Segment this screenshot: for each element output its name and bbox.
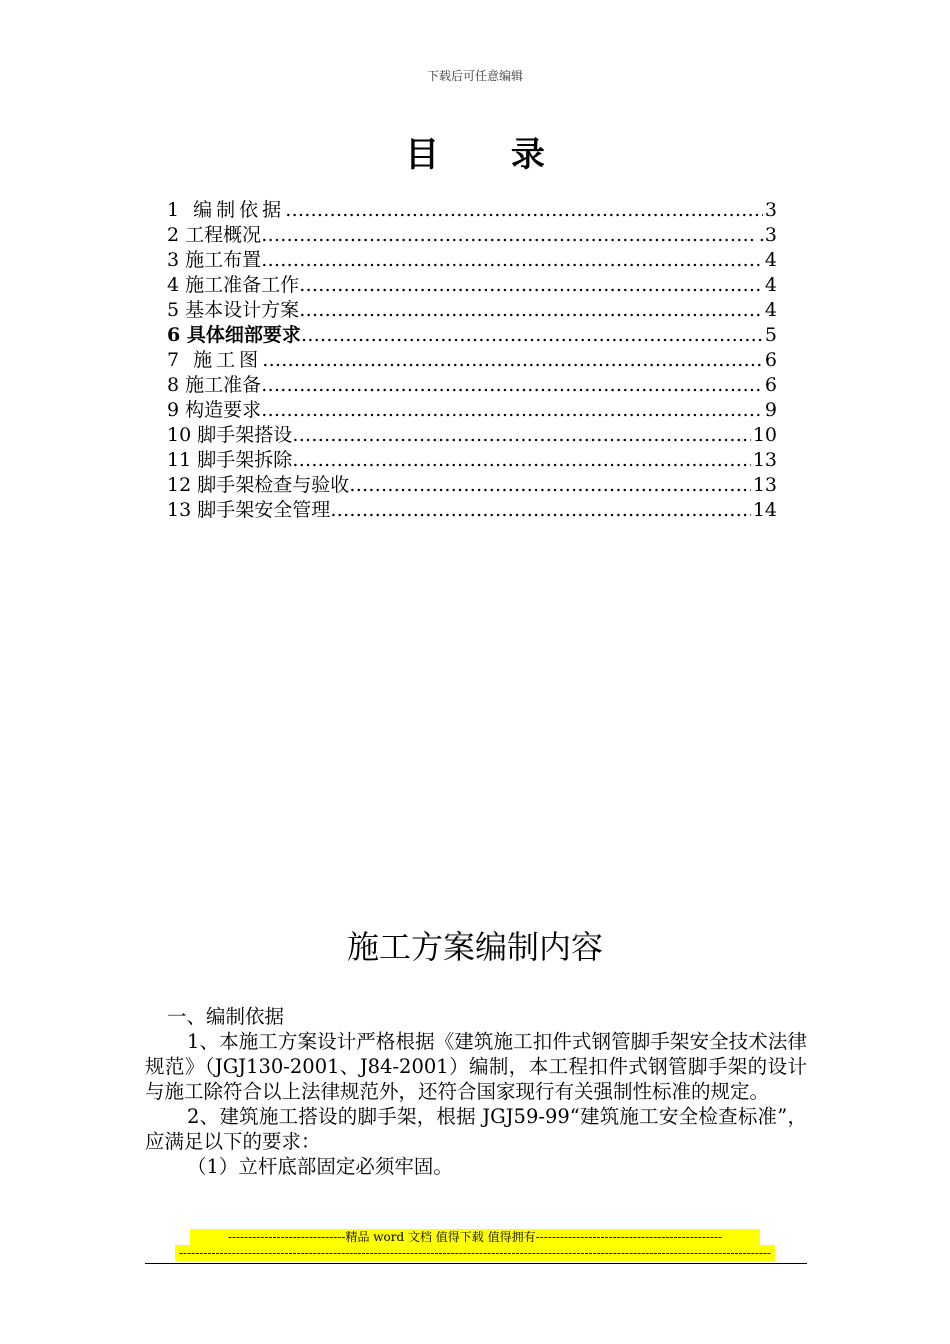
- toc-item[interactable]: [167, 498, 777, 523]
- toc-leader-dots: [299, 298, 763, 323]
- header-note: 下载后可任意编辑: [426, 69, 523, 83]
- footer-watermark-line: -----------------------------精品 word 文档 值得下载 值得拥有----------------------------------------------: [190, 1229, 760, 1245]
- toc-item[interactable]: [167, 373, 777, 398]
- toc-item-label: 3 施工布置: [167, 249, 262, 271]
- toc-item[interactable]: [167, 473, 777, 498]
- paragraph-1: 1、本施工方案设计严格根据《建筑施工扣件式钢管脚手架安全技术法律规范》（JGJ130-2001、J84-2001）编制，本工程扣件式钢管脚手架的设计与施工除符合以上法律规范外，还符合国家现行有关强制性标准的规定。: [145, 1030, 807, 1103]
- toc-item[interactable]: [167, 273, 777, 298]
- toc-leader-dots: [261, 398, 763, 423]
- toc-leader-dots: [262, 348, 763, 373]
- toc-leader-dots: [261, 373, 763, 398]
- toc-item-page: .3: [758, 224, 777, 246]
- toc-leader-dots: [292, 448, 751, 473]
- toc-item-label: 13 脚手架安全管理: [167, 499, 331, 521]
- toc-item-label: 7 施工图: [167, 349, 263, 371]
- toc-item[interactable]: [167, 298, 777, 323]
- toc-title: 目 录: [405, 135, 575, 175]
- table-of-contents: [167, 198, 777, 523]
- toc-item-label: 12 脚手架检查与验收: [167, 474, 350, 496]
- toc-item[interactable]: [167, 223, 777, 248]
- toc-item-label: 11 脚手架拆除: [167, 449, 293, 471]
- toc-item-page: 14: [752, 499, 777, 521]
- toc-leader-dots: [301, 323, 763, 348]
- footer-rule: [145, 1263, 807, 1264]
- toc-item[interactable]: [167, 423, 777, 448]
- toc-item-page: 5: [764, 324, 777, 346]
- toc-item-label: 5 基本设计方案: [167, 299, 300, 321]
- toc-item-label: 8 施工准备: [167, 374, 262, 396]
- toc-item-page: 10: [752, 424, 777, 446]
- toc-item[interactable]: [167, 198, 777, 223]
- toc-item[interactable]: [167, 448, 777, 473]
- toc-item-label: 6 具体细部要求: [167, 324, 301, 346]
- list-item-1: （1）立杆底部固定必须牢固。: [187, 1155, 453, 1178]
- section-title: 施工方案编制内容: [346, 928, 603, 966]
- toc-item-page: 9: [764, 399, 777, 421]
- toc-leader-dots: [261, 248, 763, 273]
- toc-item-page: 4: [764, 249, 777, 271]
- toc-item-page: 6: [764, 374, 777, 396]
- toc-item[interactable]: [167, 398, 777, 423]
- toc-leader-dots: [330, 498, 751, 523]
- paragraph-2: 2、建筑施工搭设的脚手架，根据 JGJ59-99“建筑施工安全检查标准”，应满足以下的要求：: [145, 1105, 807, 1153]
- toc-item-page: 13: [752, 449, 777, 471]
- toc-item[interactable]: [167, 248, 777, 273]
- toc-leader-dots: [292, 423, 751, 448]
- toc-item-page: 6: [764, 349, 777, 371]
- toc-item[interactable]: [167, 348, 777, 373]
- toc-item[interactable]: [167, 323, 777, 348]
- toc-item-label: 10 脚手架搭设: [167, 424, 293, 446]
- toc-item-label: 1 编制依据: [167, 199, 286, 221]
- toc-leader-dots: [349, 473, 751, 498]
- toc-item-label: 9 构造要求: [167, 399, 262, 421]
- toc-item-page: 4: [764, 274, 777, 296]
- toc-leader-dots: [285, 198, 763, 223]
- section-heading: 一、编制依据: [167, 1005, 285, 1028]
- toc-item-page: 4: [764, 299, 777, 321]
- toc-leader-dots: [261, 223, 757, 248]
- toc-item-page: 3: [764, 199, 777, 221]
- footer-dash-line: --------------------------------------------------------------------------------------------------------------------------------------------------: [175, 1245, 775, 1261]
- toc-leader-dots: [299, 273, 763, 298]
- toc-item-label: 2 工程概况: [167, 224, 262, 246]
- toc-item-page: 13: [752, 474, 777, 496]
- toc-item-label: 4 施工准备工作: [167, 274, 300, 296]
- body-text: [145, 1004, 807, 1179]
